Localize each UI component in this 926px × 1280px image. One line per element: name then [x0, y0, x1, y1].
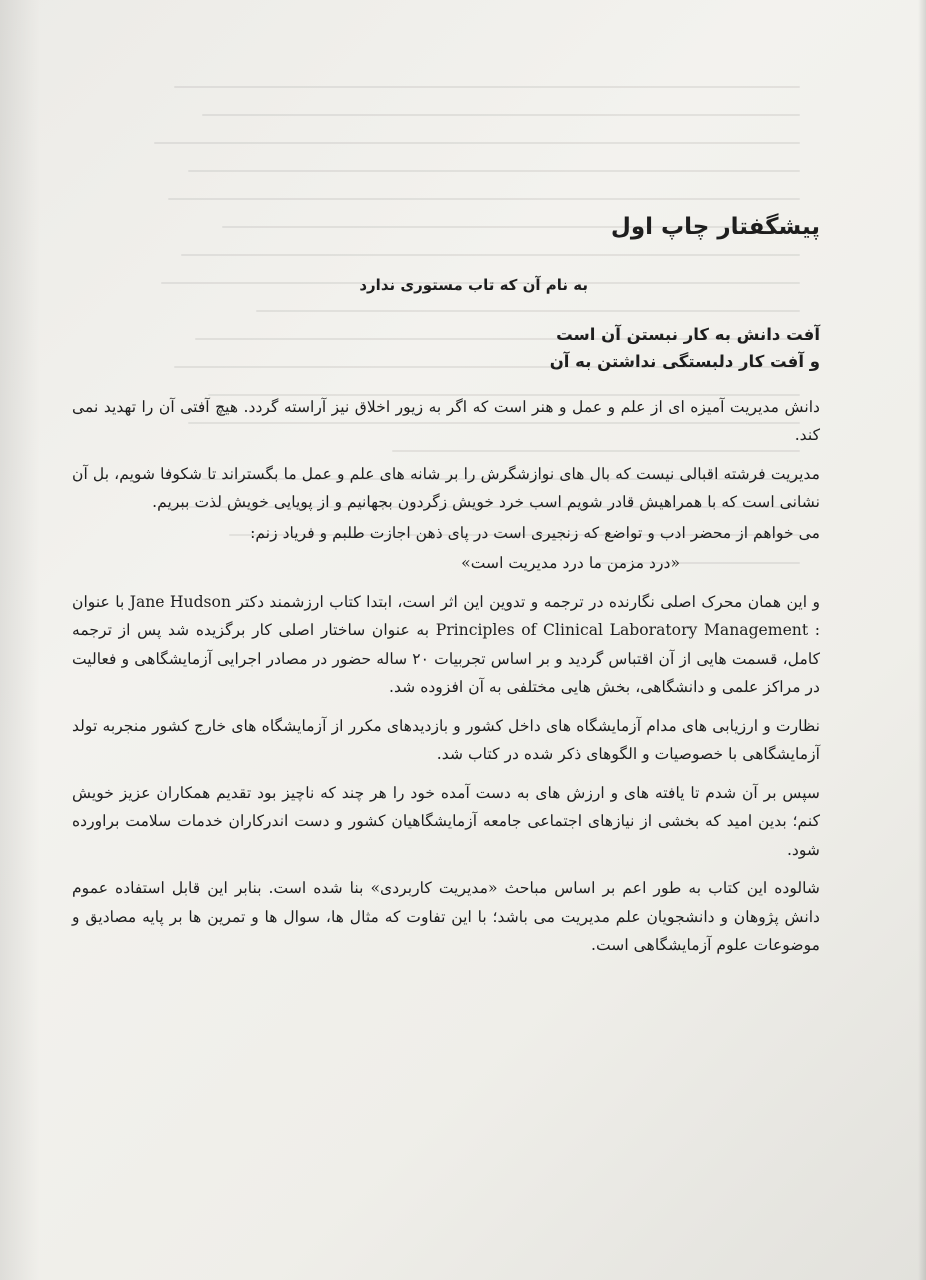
paragraph: مدیریت فرشته اقبالی نیست که بال های نوازشگرش را بر شانه های علم و عمل ما بگستراند تا شکوفا شویم، بل آن نشانی است که با همراهیش قادر شویم اسب خرد خویش زگردون بجهانیم و از پویایی خویش لذت ببریم. — [72, 464, 820, 512]
epigraph-line-2: و آفت کار دلبستگی نداشتن به آن — [549, 351, 820, 371]
page-heading: پیشگفتار چاپ اول — [610, 214, 820, 240]
dedication-line: به نام آن که تاب مستوری ندارد — [359, 275, 588, 294]
paragraph: می خواهم از محضر ادب و تواضع که زنجیری است در پای ذهن اجازت طلبم و فریاد زنم: — [250, 523, 820, 542]
quoted-line: «درد مزمن ما درد مدیریت است» — [461, 554, 680, 573]
paragraph: شالوده این کتاب به طور اعم بر اساس مباحث «مدیریت کاربردی» بنا شده است. بنابر این قابل استفاده عموم دانش پژوهان و دانشجویان علم مدیریت می باشد؛ با این تفاوت که مثال ها، سوال ها و تمرین ها بر پایه مصادیق و موضوعات علوم آزمایشگاهی است. — [72, 879, 820, 955]
body-text — [72, 393, 820, 960]
page-binding-shadow — [0, 0, 40, 1280]
page-content — [72, 200, 820, 970]
paragraph: دانش مدیریت آمیزه ای از علم و عمل و هنر است که اگر به زیور اخلاق نیز آراسته گردد. هیچ آفتی آن را تهدید نمی کند. — [72, 397, 820, 445]
paragraph: سپس بر آن شدم تا یافته های و ارزش های به دست آمده خود را هر چند که ناچیز بود تقدیم همکاران عزیز خویش کنم؛ بدین امید که بخشی از نیازهای اجتماعی جامعه آزمایشگاهیان کشور و دست اندرکاران خدمات سلامت براورده شود. — [72, 783, 820, 859]
paragraph: نظارت و ارزیابی های مدام آزمایشگاه های داخل کشور و بازدیدهای مکرر از آزمایشگاه های خارج کشور منجربه تولد آزمایشگاهی با خصوصیات و الگوهای ذکر شده در کتاب شد. — [72, 716, 820, 764]
paragraph: و این همان محرک اصلی نگارنده در ترجمه و تدوین این اثر است، ابتدا کتاب ارزشمند دکتر Jane Hudson با عنوان : Principles of Clinical Laboratory Management به عنوان ساختار اصلی کار برگزیده شد پس از ترجمه کامل، قسمت هایی از آن اقتباس گردید و بر اساس تجربیات ۲۰ ساله حضور در مصادر اجرایی آزمایشگاهی و فعالیت در مراکز علمی و دانشگاهی، بخش هایی مختلفی به آن افزوده شد. — [72, 592, 820, 697]
page-edge-shadow — [918, 0, 926, 1280]
epigraph — [72, 321, 820, 375]
epigraph-line-1: آفت دانش به کار نبستن آن است — [556, 324, 820, 344]
